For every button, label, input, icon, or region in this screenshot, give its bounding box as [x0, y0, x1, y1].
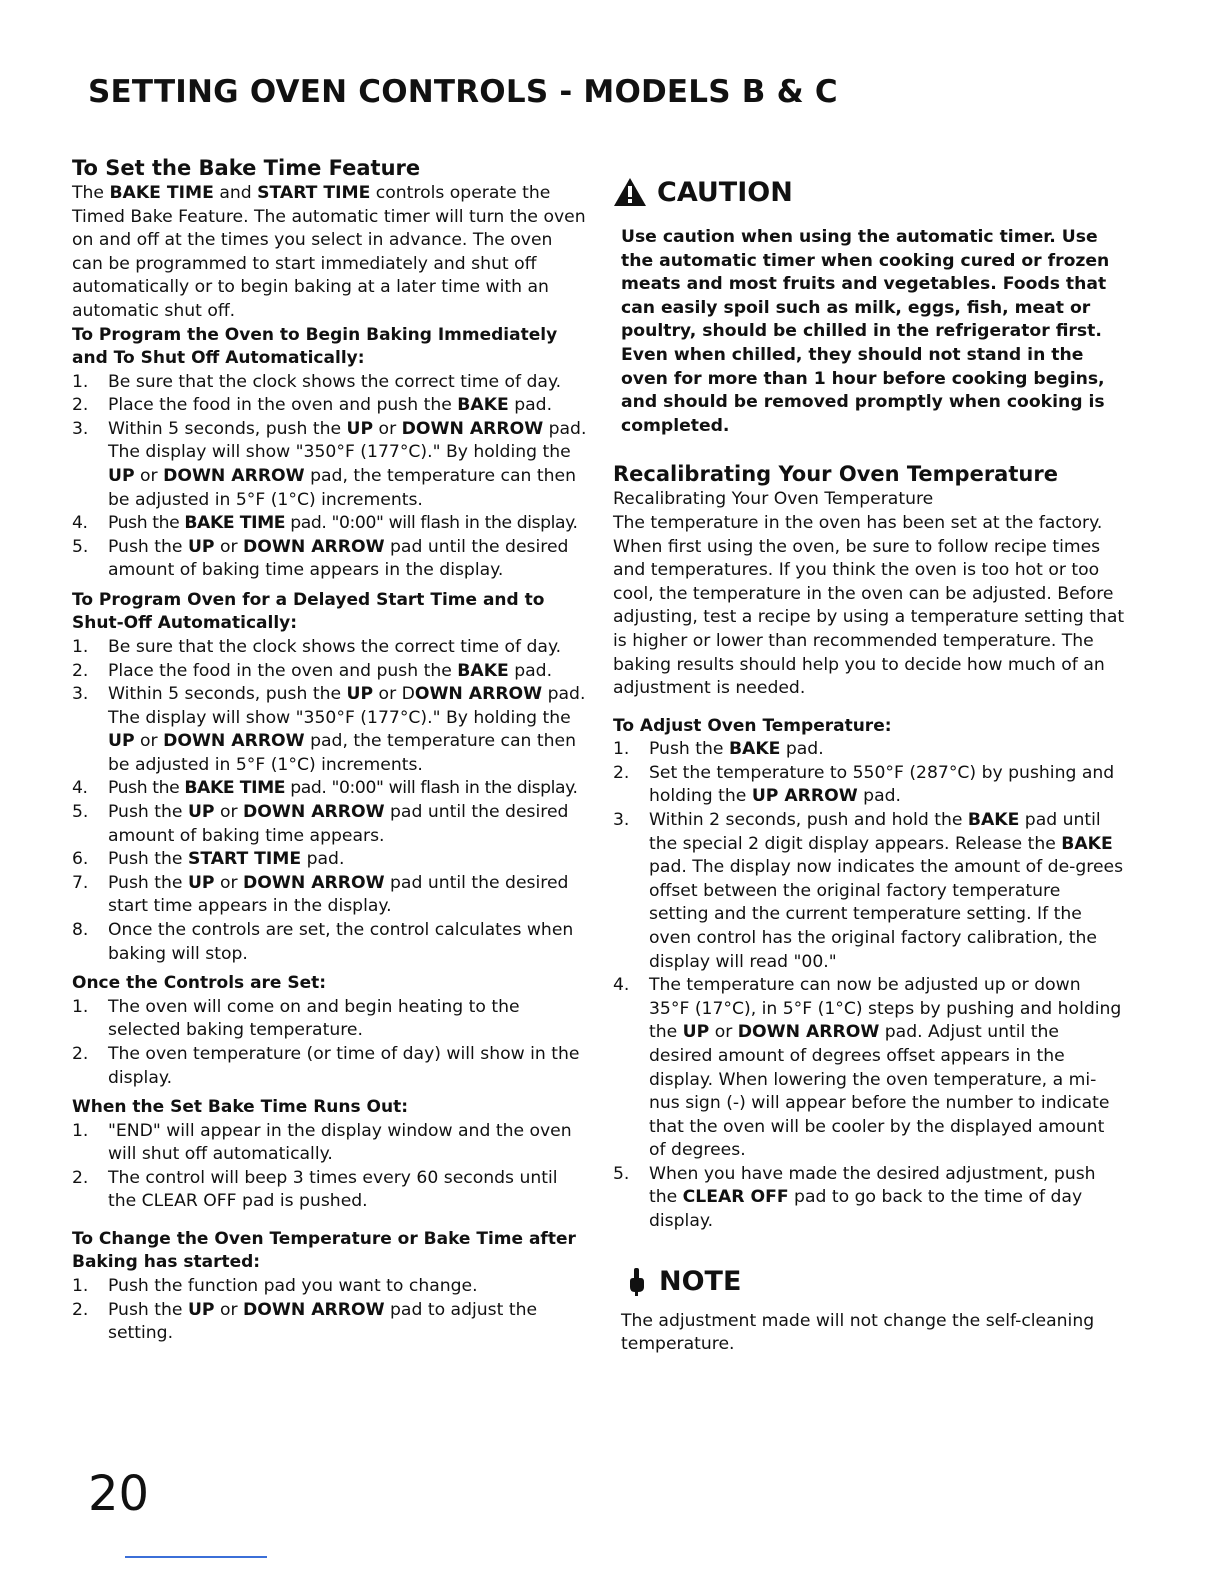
list-item: 1. Be sure that the clock shows the correct time of day.	[72, 636, 562, 657]
list-item: 8. Once the controls are set, the control calculates when baking will stop.	[72, 920, 574, 964]
immediate-steps	[72, 371, 587, 583]
immediate-heading: To Program the Oven to Begin Baking Immediately and To Shut Off Automatically:	[72, 324, 558, 369]
list-item: 1. "END" will appear in the display window and the oven will shut off automatically.	[72, 1120, 572, 1165]
list-item: 4. Push the BAKE TIME pad. "0:00" will flash in the display.	[72, 513, 578, 534]
bake-time-intro: The BAKE TIME and START TIME controls operate the Timed Bake Feature. The automatic timer will turn the oven on and off at the times you select in advance. The oven can be programmed to start immediately and shut off automatically or to begin baking at a later time with an automatic shut off.	[72, 183, 586, 321]
list-item: 1. The oven will come on and begin heating to the selected baking temperature.	[72, 996, 520, 1041]
change-steps	[72, 1275, 587, 1346]
list-item: 2. Push the UP or DOWN ARROW pad to adjust the setting.	[72, 1299, 538, 1344]
delayed-steps	[72, 636, 587, 966]
list-item: 4. The temperature can now be adjusted up or down 35°F (17°C), in 5°F (1°C) steps by pushing and holding the UP or DOWN ARROW pad. Adjust until the desired amount of degrees offset appears in the display. When lowering the oven temperature, a mi-nus sign (-) will appear before the number to indicate that the oven will be cooler by the displayed amount of degrees.	[613, 975, 1122, 1161]
once-set-heading: Once the Controls are Set:	[72, 973, 327, 994]
recalibrate-body: The temperature in the oven has been set at the factory. When first using the oven, be sure to follow recipe times and temperatures. If you think the oven is too hot or too cool, the temperature in the oven can be adjusted. Before adjusting, test a recipe by using a temperature setting that is higher or lower than recommended temperature. The baking results should help you to decide how much of an adjustment is needed.	[613, 512, 1125, 699]
list-item: 6. Push the START TIME pad.	[72, 849, 345, 870]
left-column	[72, 154, 587, 1346]
delayed-heading: To Program Oven for a Delayed Start Time and to Shut-Off Automatically:	[72, 589, 545, 634]
runs-out-heading: When the Set Bake Time Runs Out:	[72, 1097, 409, 1118]
list-item: 5. When you have made the desired adjustment, push the CLEAR OFF pad to go back to the time of day display.	[613, 1163, 1096, 1232]
list-item: 1. Push the BAKE pad.	[613, 739, 824, 760]
recalibrate-subtitle: Recalibrating Your Oven Temperature	[613, 489, 934, 510]
caution-label: CAUTION	[657, 176, 793, 208]
note-header	[613, 1260, 1125, 1304]
bake-time-heading: To Set the Bake Time Feature	[72, 156, 421, 180]
adjust-heading: To Adjust Oven Temperature:	[613, 715, 892, 736]
note-label: NOTE	[659, 1266, 742, 1298]
list-item: 3. Within 2 seconds, push and hold the BAKE pad until the special 2 digit display appears. Release the BAKE pad. The display now indicates the amount of de-grees offset between the original factory temperature setting and the current temperature setting. If the oven control has the original factory calibration, the display will read "00."	[613, 809, 1124, 972]
list-item: 7. Push the UP or DOWN ARROW pad until the desired start time appears in the display.	[72, 872, 569, 917]
right-column	[613, 168, 1125, 1357]
list-item: 5. Push the UP or DOWN ARROW pad until the desired amount of baking time appears in the display.	[72, 536, 569, 581]
list-item: 3. Within 5 seconds, push the UP or DOWN ARROW pad. The display will show "350°F (177°C)." By holding the UP or DOWN ARROW pad, the temperature can then be adjusted in 5°F (1°C) increments.	[72, 684, 586, 775]
once-set-steps	[72, 996, 587, 1090]
list-item: 1. Push the function pad you want to change.	[72, 1275, 478, 1296]
page-title: SETTING OVEN CONTROLS - MODELS B & C	[88, 74, 838, 110]
pointing-hand-icon	[627, 1267, 645, 1297]
change-heading: To Change the Oven Temperature or Bake Time after Baking has started:	[72, 1228, 576, 1273]
list-item: 3. Within 5 seconds, push the UP or DOWN ARROW pad. The display will show "350°F (177°C)." By holding the UP or DOWN ARROW pad, the temperature can then be adjusted in 5°F (1°C) increments.	[72, 418, 587, 510]
list-item: 5. Push the UP or DOWN ARROW pad until the desired amount of baking time appears.	[72, 802, 569, 846]
list-item: 4. Push the BAKE TIME pad. "0:00" will flash in the display.	[72, 778, 578, 799]
list-item: 2. Set the temperature to 550°F (287°C) by pushing and holding the UP ARROW pad.	[613, 762, 1115, 807]
warning-icon	[613, 176, 647, 208]
list-item: 2. The control will beep 3 times every 60 seconds until the CLEAR OFF pad is pushed.	[72, 1167, 558, 1212]
footer-line	[125, 1556, 267, 1558]
note-text: The adjustment made will not change the self-cleaning temperature.	[621, 1310, 1095, 1355]
recalibrate-heading: Recalibrating Your Oven Temperature	[613, 462, 1058, 487]
caution-text: Use caution when using the automatic timer. Use the automatic timer when cooking cured or frozen meats and most fruits and vegetables. Foods that can easily spoil such as milk, eggs, fish, meat or poultry, should be chilled in the refrigerator first. Even when chilled, they should not stand in the oven for more than 1 hour before cooking begins, and should be removed promptly when cooking is completed.	[621, 227, 1110, 436]
list-item: 1. Be sure that the clock shows the correct time of day.	[72, 371, 562, 392]
list-item: 2. Place the food in the oven and push the BAKE pad.	[72, 395, 553, 416]
list-item: 2. Place the food in the oven and push the BAKE pad.	[72, 660, 553, 681]
caution-header	[613, 168, 1125, 216]
list-item: 2. The oven temperature (or time of day) will show in the display.	[72, 1043, 580, 1088]
page-number: 20	[88, 1466, 150, 1522]
runs-out-steps	[72, 1120, 587, 1214]
adjust-steps	[613, 738, 1125, 1233]
